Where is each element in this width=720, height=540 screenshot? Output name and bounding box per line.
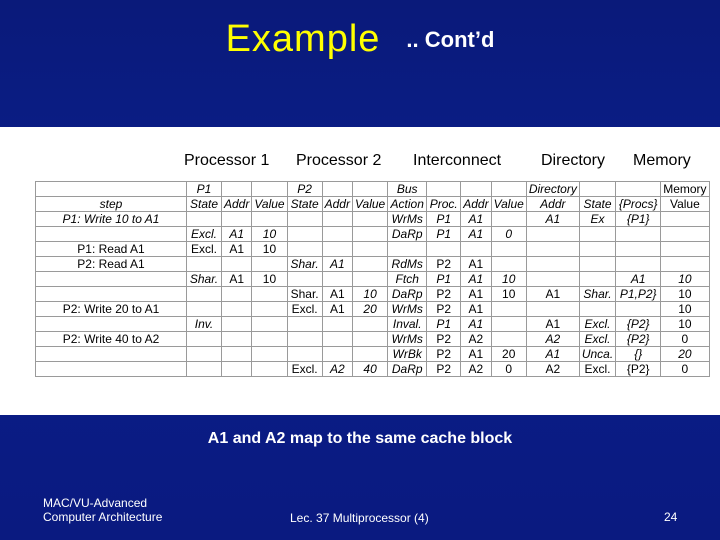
table-cell — [461, 242, 491, 257]
table-cell: Excl. — [287, 362, 322, 377]
table-cell — [287, 212, 322, 227]
table-cell: P1 — [427, 227, 461, 242]
table-cell — [187, 332, 222, 347]
table-cell: Shar. — [287, 287, 322, 302]
table-cell — [322, 272, 352, 287]
table-cell: State — [579, 197, 615, 212]
table-cell — [252, 257, 287, 272]
table-cell: A1 — [461, 317, 491, 332]
table-cell — [491, 302, 526, 317]
table-cell — [491, 212, 526, 227]
table-cell: DaRp — [388, 227, 427, 242]
table-row — [36, 197, 710, 212]
table-cell: Action — [388, 197, 427, 212]
table-cell: P1 — [427, 212, 461, 227]
table-cell: A2 — [461, 332, 491, 347]
table-cell: Value — [252, 197, 287, 212]
table-cell: 10 — [491, 272, 526, 287]
table-cell — [222, 212, 252, 227]
table-cell — [187, 302, 222, 317]
table-cell: 20 — [352, 302, 387, 317]
table-cell — [252, 362, 287, 377]
table-cell: A1 — [322, 302, 352, 317]
table-cell: Ex — [579, 212, 615, 227]
column-group-headers — [0, 152, 720, 172]
footer-lecture: Lec. 37 Multiprocessor (4) — [290, 511, 429, 525]
table-cell — [661, 227, 709, 242]
table-cell — [427, 182, 461, 197]
table-cell: A1 — [222, 272, 252, 287]
table-cell — [352, 182, 387, 197]
table-cell: P2 — [427, 347, 461, 362]
table-cell — [222, 332, 252, 347]
table-cell — [616, 242, 661, 257]
table-cell: A2 — [526, 332, 579, 347]
table-row — [36, 332, 710, 347]
table-cell — [187, 362, 222, 377]
table-cell — [388, 242, 427, 257]
table-cell — [187, 257, 222, 272]
step-cell: P1: Read A1 — [36, 242, 187, 257]
table-cell — [222, 302, 252, 317]
table-cell — [526, 227, 579, 242]
table-cell: {P2} — [616, 332, 661, 347]
footer-course — [43, 496, 162, 524]
table-cell: A2 — [526, 362, 579, 377]
table-cell — [287, 317, 322, 332]
table-cell: Shar. — [579, 287, 615, 302]
table-cell — [252, 287, 287, 302]
table-cell: RdMs — [388, 257, 427, 272]
table-cell — [252, 317, 287, 332]
table-cell — [322, 227, 352, 242]
table-cell: A1 — [461, 302, 491, 317]
step-cell: P2: Write 40 to A2 — [36, 332, 187, 347]
table-cell — [579, 227, 615, 242]
table-cell: Excl. — [287, 302, 322, 317]
table-cell: P1 — [427, 272, 461, 287]
protocol-table — [35, 181, 710, 377]
table-cell — [491, 242, 526, 257]
table-cell: Addr — [526, 197, 579, 212]
table-cell: Unca. — [579, 347, 615, 362]
header-memory: Memory — [633, 152, 691, 169]
table-cell: 10 — [252, 272, 287, 287]
table-cell — [579, 182, 615, 197]
table-cell — [491, 332, 526, 347]
table-cell: A1 — [526, 347, 579, 362]
table-cell: 0 — [661, 332, 709, 347]
table-cell: P2 — [427, 332, 461, 347]
table-cell — [661, 242, 709, 257]
table-cell: {} — [616, 347, 661, 362]
table-cell — [579, 242, 615, 257]
table-row — [36, 302, 710, 317]
table-cell: {P1} — [616, 212, 661, 227]
table-cell: 10 — [491, 287, 526, 302]
table-cell: 10 — [661, 302, 709, 317]
table-cell: A1 — [526, 317, 579, 332]
table-cell — [352, 227, 387, 242]
table-cell: DaRp — [388, 287, 427, 302]
table-cell: A1 — [461, 287, 491, 302]
table-row — [36, 242, 710, 257]
table-cell — [287, 227, 322, 242]
table-cell: A1 — [461, 227, 491, 242]
table-cell — [491, 257, 526, 272]
table-cell — [252, 347, 287, 362]
table-cell: Excl. — [579, 332, 615, 347]
table-cell: P2 — [287, 182, 322, 197]
table-cell: P1,P2} — [616, 287, 661, 302]
table-cell: A1 — [461, 212, 491, 227]
table-cell: A1 — [616, 272, 661, 287]
table-cell: A1 — [526, 212, 579, 227]
table-cell: A1 — [461, 272, 491, 287]
table-cell — [287, 242, 322, 257]
table-cell: Excl. — [187, 227, 222, 242]
step-cell — [36, 317, 187, 332]
step-cell: P2: Write 20 to A1 — [36, 302, 187, 317]
table-cell: Proc. — [427, 197, 461, 212]
table-cell: 0 — [491, 362, 526, 377]
table-cell: Excl. — [579, 317, 615, 332]
table-cell — [252, 212, 287, 227]
table-cell: Value — [661, 197, 709, 212]
table-cell — [352, 257, 387, 272]
table-cell: A1 — [461, 347, 491, 362]
table-cell — [616, 257, 661, 272]
table-row — [36, 212, 710, 227]
table-cell: 10 — [661, 317, 709, 332]
step-cell — [36, 347, 187, 362]
table-cell — [352, 212, 387, 227]
table-cell: P1 — [427, 317, 461, 332]
table-cell: 10 — [252, 242, 287, 257]
table-cell: 10 — [661, 287, 709, 302]
table-cell: Memory — [661, 182, 709, 197]
table-cell — [579, 302, 615, 317]
table-cell — [252, 182, 287, 197]
step-cell: step — [36, 197, 187, 212]
table-cell — [287, 347, 322, 362]
table-cell: State — [187, 197, 222, 212]
step-cell — [36, 287, 187, 302]
header-directory: Directory — [541, 152, 606, 169]
header-processor2: Processor 2 — [296, 152, 382, 169]
table-cell — [352, 242, 387, 257]
page-number: 24 — [664, 510, 678, 524]
table-cell — [187, 287, 222, 302]
table-cell — [187, 212, 222, 227]
caption: A1 and A2 map to the same cache block — [207, 430, 513, 447]
table-cell — [352, 317, 387, 332]
table-cell: Shar. — [287, 257, 322, 272]
table-cell — [526, 302, 579, 317]
table-cell: P2 — [427, 287, 461, 302]
title-main: Example — [225, 18, 381, 60]
table-cell: A1 — [322, 287, 352, 302]
table-cell — [352, 332, 387, 347]
table-cell — [222, 362, 252, 377]
table-cell — [222, 182, 252, 197]
table-cell: Excl. — [579, 362, 615, 377]
table-cell: {P2} — [616, 362, 661, 377]
table-cell: Value — [352, 197, 387, 212]
step-cell: P1: Write 10 to A1 — [36, 212, 187, 227]
table-cell — [187, 347, 222, 362]
table-cell: 20 — [491, 347, 526, 362]
table-cell — [287, 272, 322, 287]
table-cell: P1 — [187, 182, 222, 197]
table-cell: 10 — [661, 272, 709, 287]
table-cell: WrMs — [388, 302, 427, 317]
table-cell: {Procs} — [616, 197, 661, 212]
table-cell: WrBk — [388, 347, 427, 362]
table-cell: Addr — [222, 197, 252, 212]
table-cell — [352, 347, 387, 362]
table-cell: Shar. — [187, 272, 222, 287]
table-cell: Bus — [388, 182, 427, 197]
table-cell: State — [287, 197, 322, 212]
table-cell — [461, 182, 491, 197]
table-row — [36, 272, 710, 287]
table-cell — [526, 242, 579, 257]
table-cell: WrMs — [388, 212, 427, 227]
table-cell: Inval. — [388, 317, 427, 332]
table-cell — [616, 302, 661, 317]
table-cell: Addr — [322, 197, 352, 212]
table-cell: DaRp — [388, 362, 427, 377]
table-row — [36, 257, 710, 272]
table-cell — [322, 332, 352, 347]
table-row — [36, 317, 710, 332]
step-cell — [36, 272, 187, 287]
table-cell — [287, 332, 322, 347]
table-cell — [252, 302, 287, 317]
table-cell — [322, 182, 352, 197]
table-cell — [579, 257, 615, 272]
step-cell — [36, 182, 187, 197]
table-cell: A1 — [322, 257, 352, 272]
table-cell — [526, 272, 579, 287]
table-cell: P2 — [427, 362, 461, 377]
table-cell: 20 — [661, 347, 709, 362]
table-cell — [322, 347, 352, 362]
table-cell: Excl. — [187, 242, 222, 257]
table-cell: 0 — [661, 362, 709, 377]
table-cell: A1 — [222, 242, 252, 257]
step-cell: P2: Read A1 — [36, 257, 187, 272]
header-processor1: Processor 1 — [184, 152, 270, 169]
table-cell — [661, 257, 709, 272]
table-cell — [222, 347, 252, 362]
table-row — [36, 182, 710, 197]
table-cell — [322, 242, 352, 257]
step-cell — [36, 362, 187, 377]
table-cell: Value — [491, 197, 526, 212]
table-cell: A2 — [461, 362, 491, 377]
table-cell — [222, 257, 252, 272]
table-cell: A1 — [526, 287, 579, 302]
table-cell: P2 — [427, 302, 461, 317]
table-cell: 10 — [352, 287, 387, 302]
table-cell: A2 — [322, 362, 352, 377]
table-cell: 0 — [491, 227, 526, 242]
table-cell: P2 — [427, 257, 461, 272]
table-cell — [491, 182, 526, 197]
table-row — [36, 227, 710, 242]
table-cell — [322, 212, 352, 227]
table-cell: Inv. — [187, 317, 222, 332]
table-cell — [252, 332, 287, 347]
table-cell — [579, 272, 615, 287]
table-cell — [616, 182, 661, 197]
table-cell: A1 — [461, 257, 491, 272]
table-cell: 10 — [252, 227, 287, 242]
footer-course-line1: MAC/VU-Advanced — [43, 496, 148, 510]
table-row — [36, 362, 710, 377]
table-row — [36, 347, 710, 362]
table-cell — [491, 317, 526, 332]
table-cell — [616, 227, 661, 242]
table-cell — [322, 317, 352, 332]
slide-title — [0, 18, 720, 61]
table-cell: A1 — [222, 227, 252, 242]
table-cell: 40 — [352, 362, 387, 377]
table-cell: {P2} — [616, 317, 661, 332]
table-cell — [526, 257, 579, 272]
footer-course-line2: Computer Architecture — [43, 510, 163, 524]
table-cell: Directory — [526, 182, 579, 197]
table-cell — [222, 287, 252, 302]
title-sub: .. Cont’d — [406, 27, 495, 52]
table-cell: Ftch — [388, 272, 427, 287]
table-cell — [661, 212, 709, 227]
table-row — [36, 287, 710, 302]
table-cell — [222, 317, 252, 332]
table-body — [36, 182, 710, 377]
header-interconnect: Interconnect — [413, 152, 502, 169]
table-cell: WrMs — [388, 332, 427, 347]
table-cell — [352, 272, 387, 287]
table-cell — [427, 242, 461, 257]
step-cell — [36, 227, 187, 242]
table-cell: Addr — [461, 197, 491, 212]
